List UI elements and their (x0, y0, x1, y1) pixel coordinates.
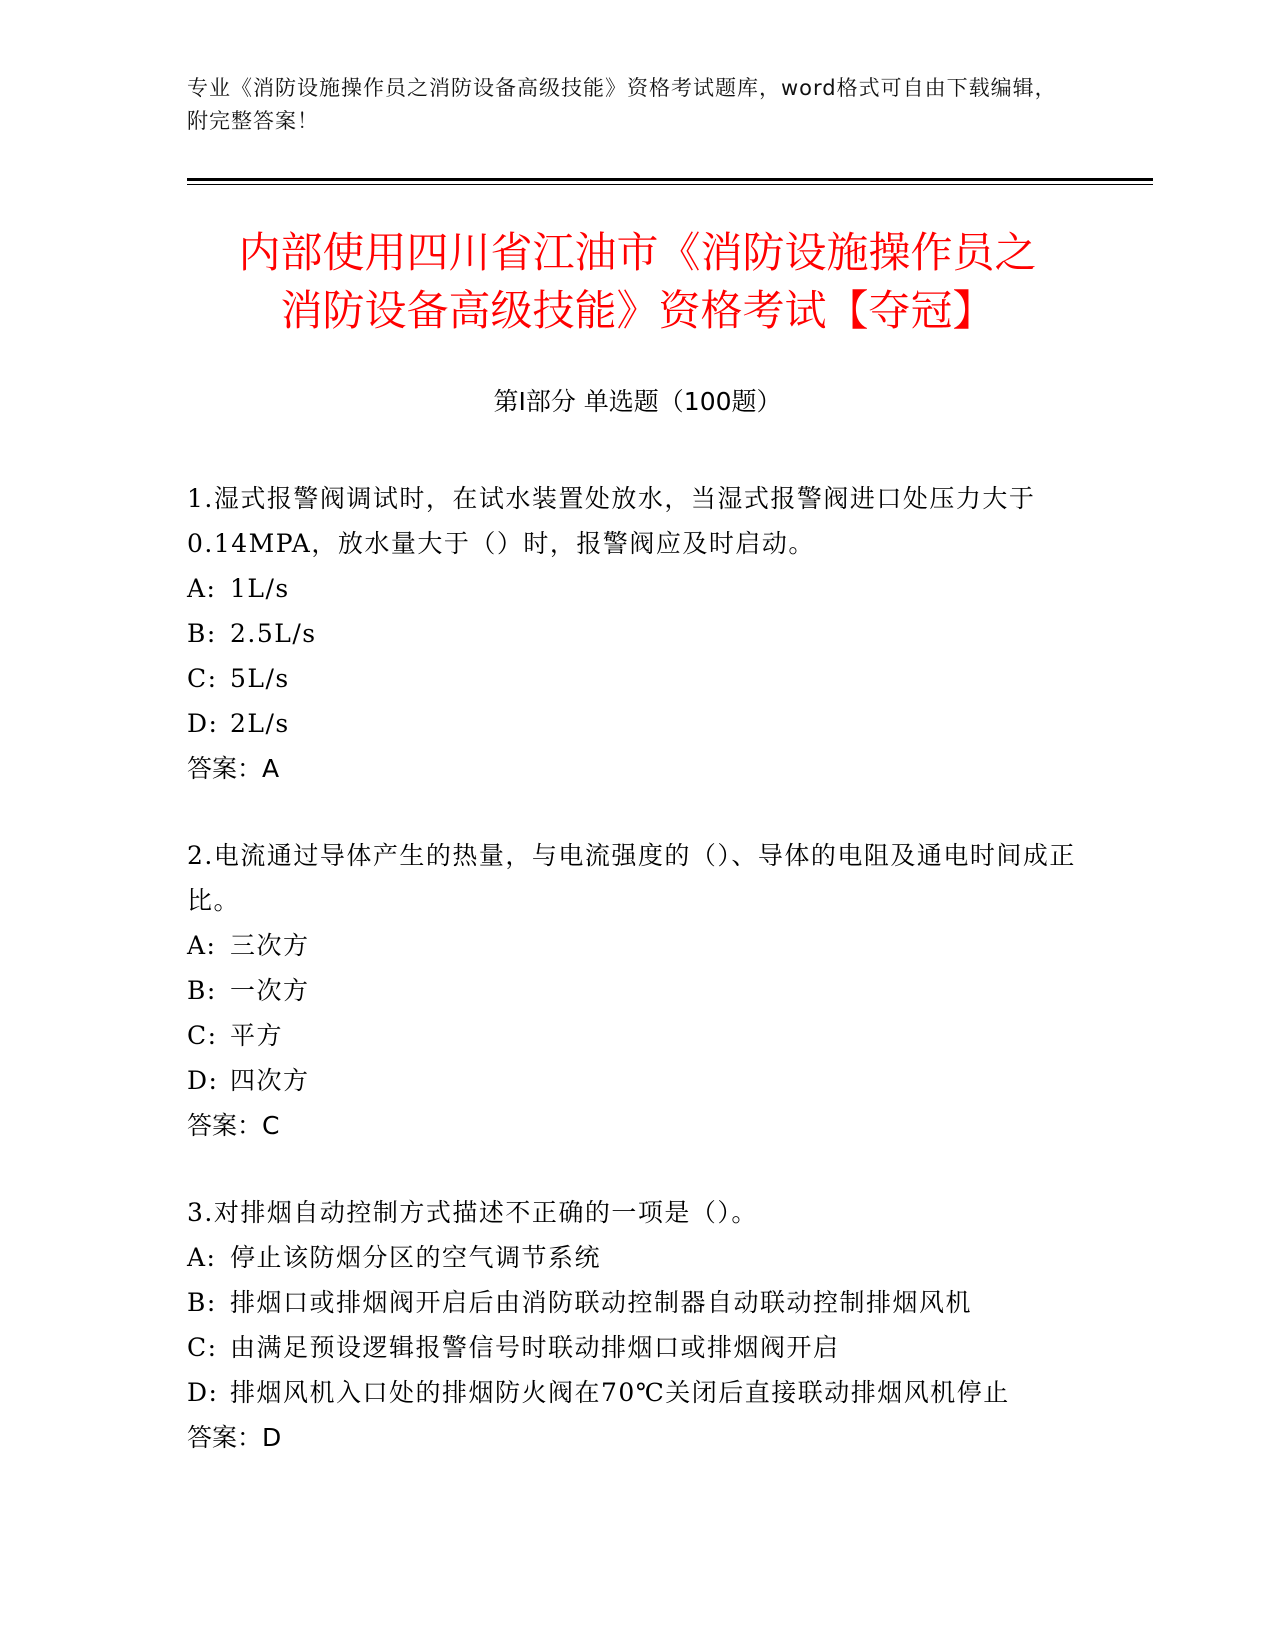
option-text: 平方 (230, 1021, 284, 1050)
answer: 答案：D (187, 1423, 282, 1452)
option-letter: A: (187, 574, 217, 603)
header-divider-thick (187, 178, 1153, 181)
option-text: 三次方 (230, 931, 310, 960)
option-text: 由满足预设逻辑报警信号时联动排烟口或排烟阀开启 (230, 1333, 840, 1362)
title-line-1: 内部使用四川省江油市《消防设施操作员之 (238, 228, 1037, 277)
question-3 (187, 1190, 1087, 1460)
question-list (187, 476, 1087, 1502)
option-text: 1L/s (230, 574, 290, 603)
option-letter: B: (187, 976, 217, 1005)
option-letter: B: (187, 1288, 217, 1317)
option-letter: D: (187, 1066, 219, 1095)
option-text: 四次方 (230, 1066, 310, 1095)
question-text: 1.湿式报警阀调试时，在试水装置处放水，当湿式报警阀进口处压力大于0.14MPA，放水量大于（）时，报警阀应及时启动。 (187, 484, 1036, 558)
option-letter: D: (187, 709, 219, 738)
option-a (187, 1235, 1087, 1280)
option-c (187, 1325, 1087, 1370)
section-heading: 第Ⅰ部分 单选题（100题） (493, 387, 782, 416)
option-letter: B: (187, 619, 217, 648)
option-letter: C: (187, 664, 218, 693)
option-letter: A: (187, 1243, 217, 1272)
question-text: 2.电流通过导体产生的热量，与电流强度的（）、导体的电阻及通电时间成正比。 (187, 841, 1076, 915)
title-line-2: 消防设备高级技能》资格考试【夺冠】 (280, 286, 995, 335)
option-text: 一次方 (230, 976, 310, 1005)
question-text: 3.对排烟自动控制方式描述不正确的一项是（）。 (187, 1198, 758, 1227)
header-note: 专业《消防设施操作员之消防设备高级技能》资格考试题库，word格式可自由下载编辑，附完整答案！ (187, 76, 1057, 133)
option-b (187, 611, 1087, 656)
option-letter: C: (187, 1333, 218, 1362)
answer: 答案：C (187, 1111, 280, 1140)
option-c (187, 656, 1087, 701)
option-letter: D: (187, 1378, 219, 1407)
option-text: 排烟风机入口处的排烟防火阀在70℃关闭后直接联动排烟风机停止 (230, 1378, 1010, 1407)
answer: 答案：A (187, 754, 280, 783)
option-b (187, 1280, 1087, 1325)
option-text: 停止该防烟分区的空气调节系统 (230, 1243, 602, 1272)
option-d (187, 1370, 1087, 1415)
question-2 (187, 833, 1087, 1148)
option-text: 2.5L/s (230, 619, 317, 648)
option-b (187, 968, 1087, 1013)
option-d (187, 701, 1087, 746)
option-text: 2L/s (230, 709, 290, 738)
option-a (187, 923, 1087, 968)
option-letter: C: (187, 1021, 218, 1050)
question-1 (187, 476, 1087, 791)
option-a (187, 566, 1087, 611)
option-c (187, 1013, 1087, 1058)
option-d (187, 1058, 1087, 1103)
option-letter: A: (187, 931, 217, 960)
document-title (160, 224, 1115, 340)
header-divider-thin (187, 184, 1153, 185)
option-text: 排烟口或排烟阀开启后由消防联动控制器自动联动控制排烟风机 (230, 1288, 973, 1317)
option-text: 5L/s (230, 664, 290, 693)
